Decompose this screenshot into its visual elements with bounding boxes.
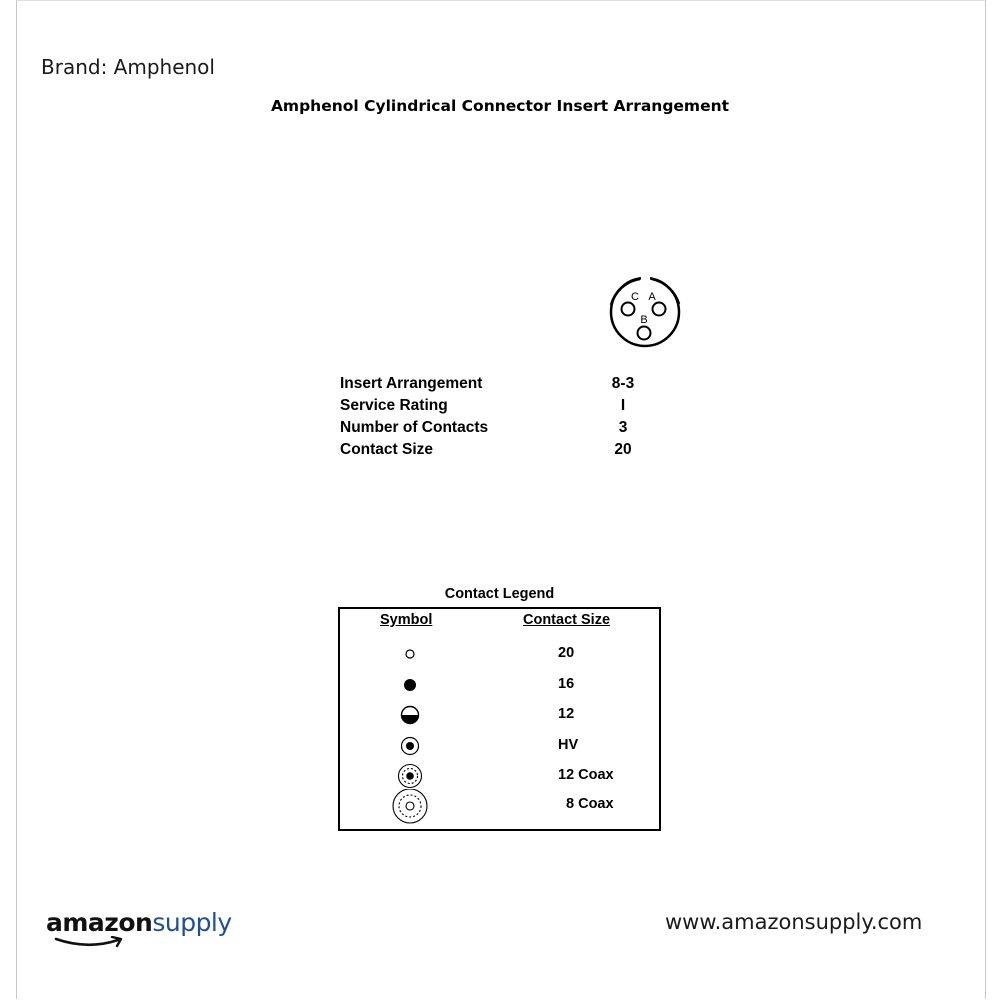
website-url: www.amazonsupply.com (665, 910, 923, 934)
pin-a-contact (653, 303, 666, 316)
page-frame (16, 0, 986, 999)
shell-flange-right (652, 279, 679, 304)
legend-size-label: HV (558, 737, 579, 753)
pin-a-label: A (648, 291, 656, 303)
keyway-notch (641, 276, 650, 281)
legend-size-label: 16 (558, 676, 575, 692)
pin-c-label: C (631, 291, 639, 303)
pin-b-label: B (640, 314, 648, 326)
spec-label: Contact Size (340, 441, 434, 458)
spec-value: I (620, 397, 626, 414)
legend-title: Contact Legend (444, 586, 555, 602)
pin-c-contact (622, 303, 635, 316)
legend-row (340, 789, 659, 829)
legend-row (340, 639, 659, 669)
legend-row (340, 761, 659, 791)
ringed-dot-icon (390, 731, 430, 761)
spec-row (340, 373, 680, 395)
smile-arrow-icon (54, 936, 128, 950)
pin-b-contact (638, 327, 651, 340)
legend-size-header: Contact Size (523, 612, 611, 628)
page-title: Amphenol Cylindrical Connector Insert Arrangement (270, 97, 730, 115)
legend-size-label: 12 Coax (558, 767, 614, 783)
brand-line: Brand: Amphenol (41, 55, 215, 79)
connector-insert-diagram (600, 276, 690, 351)
spec-value: 8-3 (611, 375, 635, 392)
spec-value: 3 (618, 419, 628, 436)
logo-text-supply: supply (152, 908, 232, 937)
spec-label: Service Rating (340, 397, 448, 414)
spec-label: Number of Contacts (340, 419, 489, 436)
spec-row (340, 439, 680, 461)
legend-size-label: 20 (558, 645, 575, 661)
legend-row (340, 731, 659, 761)
legend-symbol-header: Symbol (380, 612, 433, 628)
contact-legend-box (338, 607, 661, 831)
spec-label: Insert Arrangement (340, 375, 483, 392)
spec-row (340, 417, 680, 439)
logo-text-amazon: amazon (46, 908, 153, 937)
legend-size-label: 12 (558, 706, 575, 722)
double-dashed-ring-icon (390, 789, 430, 829)
dashed-ring-dot-icon (390, 761, 430, 791)
specs-table (340, 373, 680, 461)
half-filled-circle-icon (390, 700, 430, 730)
legend-row (340, 670, 659, 700)
spec-row (340, 395, 680, 417)
filled-circle-icon (390, 670, 430, 700)
amazonsupply-logo (46, 908, 232, 937)
open-circle-icon (390, 639, 430, 669)
spec-value: 20 (614, 441, 632, 458)
legend-size-label: 8 Coax (566, 796, 614, 812)
legend-row (340, 700, 659, 730)
